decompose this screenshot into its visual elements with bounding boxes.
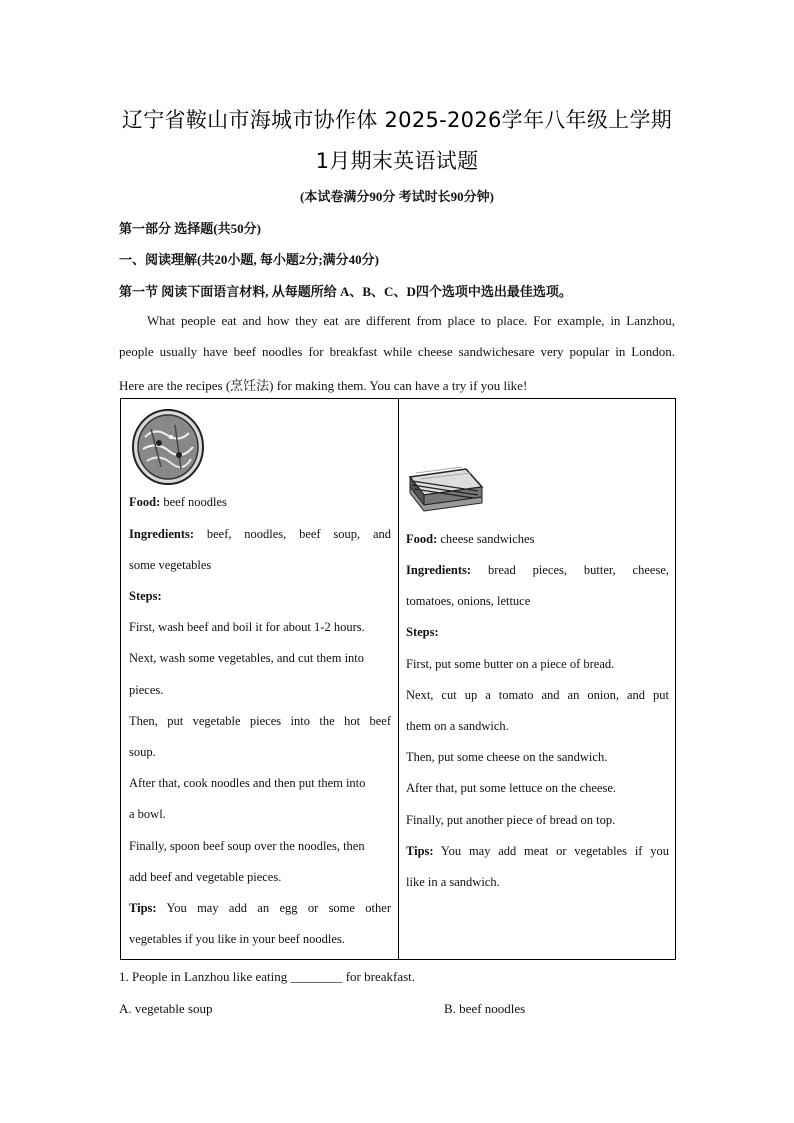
step-1: First, put some butter on a piece of bread. bbox=[406, 657, 615, 671]
beef-noodles-bowl-icon bbox=[131, 407, 205, 485]
intro-paragraph-line2: people usually have beef noodles for breakfast while cheese sandwichesare very popular in London. bbox=[119, 344, 675, 359]
food-row bbox=[129, 495, 391, 510]
table-divider bbox=[398, 399, 399, 959]
step-4: After that, put some lettuce on the cheese. bbox=[406, 781, 616, 795]
document-title-line1: 辽宁省鞍山市海城市协作体 2025-2026学年八年级上学期 bbox=[121, 108, 673, 132]
sandwich-icon bbox=[406, 465, 486, 517]
question-1-option-b[interactable]: B. beef noodles bbox=[444, 1001, 526, 1016]
tips-text-cont: like in a sandwich. bbox=[406, 875, 500, 889]
step-5: Finally, put another piece of bread on top. bbox=[406, 813, 616, 827]
step-2: Next, wash some vegetables, and cut them into bbox=[129, 651, 365, 665]
food-label: Food: bbox=[129, 495, 161, 509]
food-value: cheese sandwiches bbox=[440, 532, 535, 546]
tips-row bbox=[406, 844, 669, 859]
ingredients-text: bread pieces, butter, cheese, bbox=[487, 563, 669, 577]
step-4-cont: a bowl. bbox=[129, 807, 166, 821]
ingredients-row bbox=[129, 527, 391, 542]
ingredients-text: beef, noodles, beef soup, and bbox=[206, 527, 391, 541]
step-2-cont: them on a sandwich. bbox=[406, 719, 509, 733]
step-5: Finally, spoon beef soup over the noodles, then bbox=[129, 839, 365, 853]
recipe-table bbox=[120, 398, 676, 960]
step-3: Then, put vegetable pieces into the hot beef bbox=[129, 714, 391, 728]
exam-info: (本试卷满分90分 考试时长90分钟) bbox=[300, 189, 494, 204]
ingredients-row bbox=[406, 563, 669, 578]
step-3: Then, put some cheese on the sandwich. bbox=[406, 750, 608, 764]
step-2: Next, cut up a tomato and an onion, and put bbox=[406, 688, 669, 702]
ingredients-label: Ingredients: bbox=[129, 527, 195, 541]
steps-label: Steps: bbox=[129, 589, 162, 603]
ingredients-label: Ingredients: bbox=[406, 563, 472, 577]
steps-label: Steps: bbox=[406, 625, 439, 639]
food-label: Food: bbox=[406, 532, 438, 546]
reading-heading: 一、阅读理解(共20小题, 每小题2分;满分40分) bbox=[119, 252, 379, 267]
intro-paragraph-line3: Here are the recipes (烹饪法) for making them. You can have a try if you like! bbox=[119, 378, 528, 393]
tips-label: Tips: bbox=[406, 844, 434, 858]
tips-label: Tips: bbox=[129, 901, 157, 915]
ingredients-text-cont: tomatoes, onions, lettuce bbox=[406, 594, 531, 608]
step-4: After that, cook noodles and then put them into bbox=[129, 776, 366, 790]
intro-paragraph-line1: What people eat and how they eat are different from place to place. For example, in Lanzhou, bbox=[147, 313, 675, 328]
step-2-cont: pieces. bbox=[129, 683, 164, 697]
tips-row bbox=[129, 901, 391, 916]
question-1-stem: 1. People in Lanzhou like eating ________ for breakfast. bbox=[119, 969, 416, 984]
part-heading: 第一部分 选择题(共50分) bbox=[119, 221, 261, 236]
tips-text: You may add an egg or some other bbox=[166, 901, 391, 915]
step-3-cont: soup. bbox=[129, 745, 156, 759]
document-title-line2: 1月期末英语试题 bbox=[315, 149, 479, 173]
tips-text-cont: vegetables if you like in your beef noodles. bbox=[129, 932, 345, 946]
ingredients-text-cont: some vegetables bbox=[129, 558, 212, 572]
food-row bbox=[406, 532, 669, 547]
step-5-cont: add beef and vegetable pieces. bbox=[129, 870, 282, 884]
food-value: beef noodles bbox=[163, 495, 227, 509]
question-1-option-a[interactable]: A. vegetable soup bbox=[119, 1001, 213, 1016]
tips-text: You may add meat or vegetables if you bbox=[440, 844, 669, 858]
step-1: First, wash beef and boil it for about 1-2 hours. bbox=[129, 620, 365, 634]
section-instruction: 第一节 阅读下面语言材料, 从每题所给 A、B、C、D四个选项中选出最佳选项。 bbox=[119, 284, 572, 299]
